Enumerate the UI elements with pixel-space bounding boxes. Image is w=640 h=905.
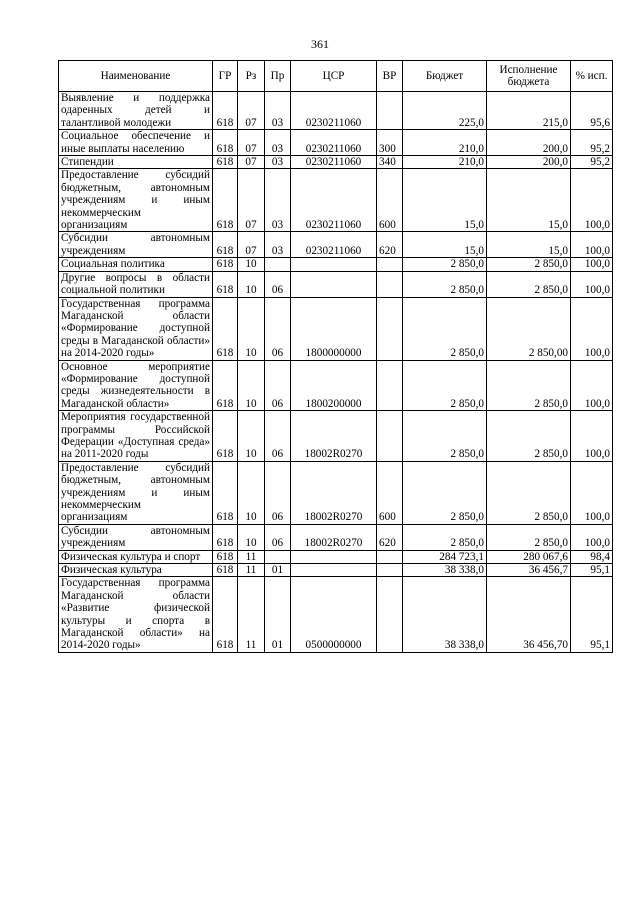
row-csr: 0230211060 <box>291 232 377 258</box>
row-name: Основное мероприятие «Формирование доступной среды жизнедеятельности в Магаданской области» <box>59 360 213 411</box>
row-rz: 11 <box>238 564 265 577</box>
row-budget: 15,0 <box>403 232 487 258</box>
row-rz: 07 <box>238 169 265 232</box>
row-percent: 100,0 <box>571 461 613 524</box>
row-execution: 2 850,0 <box>487 411 571 462</box>
row-csr: 1800000000 <box>291 297 377 360</box>
row-csr: 0500000000 <box>291 577 377 652</box>
row-name: Выявление и поддержка одаренных детей и талантливой молодежи <box>59 92 213 130</box>
row-percent: 100,0 <box>571 360 613 411</box>
row-pr: 03 <box>265 130 291 156</box>
row-vr <box>377 550 403 563</box>
row-execution: 2 850,0 <box>487 524 571 550</box>
row-pr <box>265 550 291 563</box>
row-rz: 11 <box>238 577 265 652</box>
column-header-percent: % исп. <box>571 61 613 92</box>
row-budget: 2 850,0 <box>403 360 487 411</box>
row-percent: 100,0 <box>571 524 613 550</box>
row-gr: 618 <box>213 258 238 271</box>
row-pr <box>265 258 291 271</box>
row-name: Стипендии <box>59 156 213 169</box>
row-pr: 01 <box>265 577 291 652</box>
row-pr: 06 <box>265 524 291 550</box>
row-name: Государственная программа Магаданской области «Формирование доступной среды в Магаданской области» на 2014-2020 годы» <box>59 297 213 360</box>
page-number: 361 <box>311 37 329 51</box>
table-body <box>59 92 613 653</box>
table-row <box>59 461 613 524</box>
row-gr: 618 <box>213 92 238 130</box>
row-execution: 36 456,7 <box>487 564 571 577</box>
row-rz: 07 <box>238 156 265 169</box>
row-pr: 03 <box>265 92 291 130</box>
row-execution: 15,0 <box>487 232 571 258</box>
table-row <box>59 130 613 156</box>
table-row <box>59 550 613 563</box>
row-name: Предоставление субсидий бюджетным, автономным учреждениям и иным некоммерческим организациям <box>59 461 213 524</box>
row-csr <box>291 258 377 271</box>
row-gr: 618 <box>213 169 238 232</box>
row-pr: 01 <box>265 564 291 577</box>
row-execution: 200,0 <box>487 130 571 156</box>
table-row <box>59 564 613 577</box>
column-header-csr: ЦСР <box>291 61 377 92</box>
row-vr: 620 <box>377 232 403 258</box>
column-header-budget: Бюджет <box>403 61 487 92</box>
row-csr: 1800200000 <box>291 360 377 411</box>
row-budget: 2 850,0 <box>403 461 487 524</box>
row-pr: 03 <box>265 156 291 169</box>
table-row <box>59 92 613 130</box>
row-csr: 0230211060 <box>291 92 377 130</box>
column-header-gr: ГР <box>213 61 238 92</box>
table-row <box>59 169 613 232</box>
row-gr: 618 <box>213 461 238 524</box>
row-budget: 38 338,0 <box>403 577 487 652</box>
row-rz: 10 <box>238 411 265 462</box>
row-rz: 07 <box>238 232 265 258</box>
row-rz: 10 <box>238 524 265 550</box>
row-gr: 618 <box>213 577 238 652</box>
row-budget: 2 850,0 <box>403 271 487 297</box>
row-rz: 10 <box>238 360 265 411</box>
row-vr <box>377 258 403 271</box>
row-rz: 11 <box>238 550 265 563</box>
row-vr: 340 <box>377 156 403 169</box>
row-execution: 15,0 <box>487 169 571 232</box>
row-vr: 600 <box>377 461 403 524</box>
row-budget: 225,0 <box>403 92 487 130</box>
row-csr: 0230211060 <box>291 130 377 156</box>
row-csr: 0230211060 <box>291 169 377 232</box>
row-budget: 2 850,0 <box>403 297 487 360</box>
row-name: Мероприятия государственной программы Российской Федерации «Доступная среда» на 2011-2020 годы <box>59 411 213 462</box>
row-execution: 2 850,0 <box>487 360 571 411</box>
table-row <box>59 297 613 360</box>
row-rz: 07 <box>238 92 265 130</box>
row-csr <box>291 564 377 577</box>
row-rz: 10 <box>238 297 265 360</box>
column-header-execution: Исполнение бюджета <box>487 61 571 92</box>
row-name: Субсидии автономным учреждениям <box>59 232 213 258</box>
row-vr <box>377 411 403 462</box>
row-vr <box>377 577 403 652</box>
row-percent: 100,0 <box>571 232 613 258</box>
row-rz: 10 <box>238 271 265 297</box>
row-percent: 100,0 <box>571 271 613 297</box>
row-gr: 618 <box>213 232 238 258</box>
row-gr: 618 <box>213 156 238 169</box>
row-percent: 95,6 <box>571 92 613 130</box>
row-pr: 06 <box>265 461 291 524</box>
row-percent: 95,1 <box>571 564 613 577</box>
row-execution: 280 067,6 <box>487 550 571 563</box>
row-rz: 10 <box>238 461 265 524</box>
row-percent: 100,0 <box>571 411 613 462</box>
row-vr <box>377 360 403 411</box>
column-header-pr: Пр <box>265 61 291 92</box>
row-csr: 18002R0270 <box>291 461 377 524</box>
row-execution: 2 850,0 <box>487 258 571 271</box>
row-execution: 2 850,0 <box>487 271 571 297</box>
row-pr: 06 <box>265 411 291 462</box>
row-rz: 10 <box>238 258 265 271</box>
table-row <box>59 271 613 297</box>
row-gr: 618 <box>213 524 238 550</box>
row-name: Физическая культура <box>59 564 213 577</box>
row-vr: 300 <box>377 130 403 156</box>
table-row <box>59 360 613 411</box>
row-pr: 06 <box>265 271 291 297</box>
row-vr: 600 <box>377 169 403 232</box>
row-percent: 100,0 <box>571 169 613 232</box>
column-header-vr: ВР <box>377 61 403 92</box>
row-pr: 03 <box>265 232 291 258</box>
row-execution: 36 456,70 <box>487 577 571 652</box>
column-header-rz: Рз <box>238 61 265 92</box>
row-gr: 618 <box>213 271 238 297</box>
row-budget: 284 723,1 <box>403 550 487 563</box>
row-percent: 95,2 <box>571 130 613 156</box>
row-name: Другие вопросы в области социальной политики <box>59 271 213 297</box>
row-pr: 03 <box>265 169 291 232</box>
row-percent: 95,1 <box>571 577 613 652</box>
row-percent: 98,4 <box>571 550 613 563</box>
row-gr: 618 <box>213 130 238 156</box>
row-budget: 2 850,0 <box>403 524 487 550</box>
row-vr <box>377 92 403 130</box>
table-header <box>59 61 613 92</box>
row-csr <box>291 550 377 563</box>
row-budget: 2 850,0 <box>403 411 487 462</box>
row-percent: 100,0 <box>571 258 613 271</box>
table-row <box>59 577 613 652</box>
row-name: Предоставление субсидий бюджетным, автономным учреждениям и иным некоммерческим организациям <box>59 169 213 232</box>
row-vr <box>377 271 403 297</box>
row-gr: 618 <box>213 564 238 577</box>
row-name: Государственная программа Магаданской области «Развитие физической культуры и спорта в Магаданской области» на 2014-2020 годы» <box>59 577 213 652</box>
row-percent: 100,0 <box>571 297 613 360</box>
row-vr: 620 <box>377 524 403 550</box>
row-name: Социальная политика <box>59 258 213 271</box>
row-name: Физическая культура и спорт <box>59 550 213 563</box>
row-name: Социальное обеспечение и иные выплаты населению <box>59 130 213 156</box>
table-row <box>59 411 613 462</box>
table-row <box>59 258 613 271</box>
row-execution: 200,0 <box>487 156 571 169</box>
row-execution: 215,0 <box>487 92 571 130</box>
row-gr: 618 <box>213 360 238 411</box>
row-csr: 18002R0270 <box>291 411 377 462</box>
row-gr: 618 <box>213 411 238 462</box>
row-budget: 210,0 <box>403 130 487 156</box>
row-csr: 18002R0270 <box>291 524 377 550</box>
row-csr: 0230211060 <box>291 156 377 169</box>
row-rz: 07 <box>238 130 265 156</box>
row-budget: 38 338,0 <box>403 564 487 577</box>
row-vr <box>377 297 403 360</box>
row-execution: 2 850,0 <box>487 461 571 524</box>
row-pr: 06 <box>265 297 291 360</box>
row-name: Субсидии автономным учреждениям <box>59 524 213 550</box>
budget-table <box>58 60 613 653</box>
row-csr <box>291 271 377 297</box>
row-budget: 15,0 <box>403 169 487 232</box>
table-row <box>59 232 613 258</box>
row-budget: 2 850,0 <box>403 258 487 271</box>
row-gr: 618 <box>213 297 238 360</box>
row-vr <box>377 564 403 577</box>
row-budget: 210,0 <box>403 156 487 169</box>
row-pr: 06 <box>265 360 291 411</box>
row-gr: 618 <box>213 550 238 563</box>
column-header-name: Наименование <box>59 61 213 92</box>
table-row <box>59 156 613 169</box>
row-execution: 2 850,00 <box>487 297 571 360</box>
table-row <box>59 524 613 550</box>
row-percent: 95,2 <box>571 156 613 169</box>
